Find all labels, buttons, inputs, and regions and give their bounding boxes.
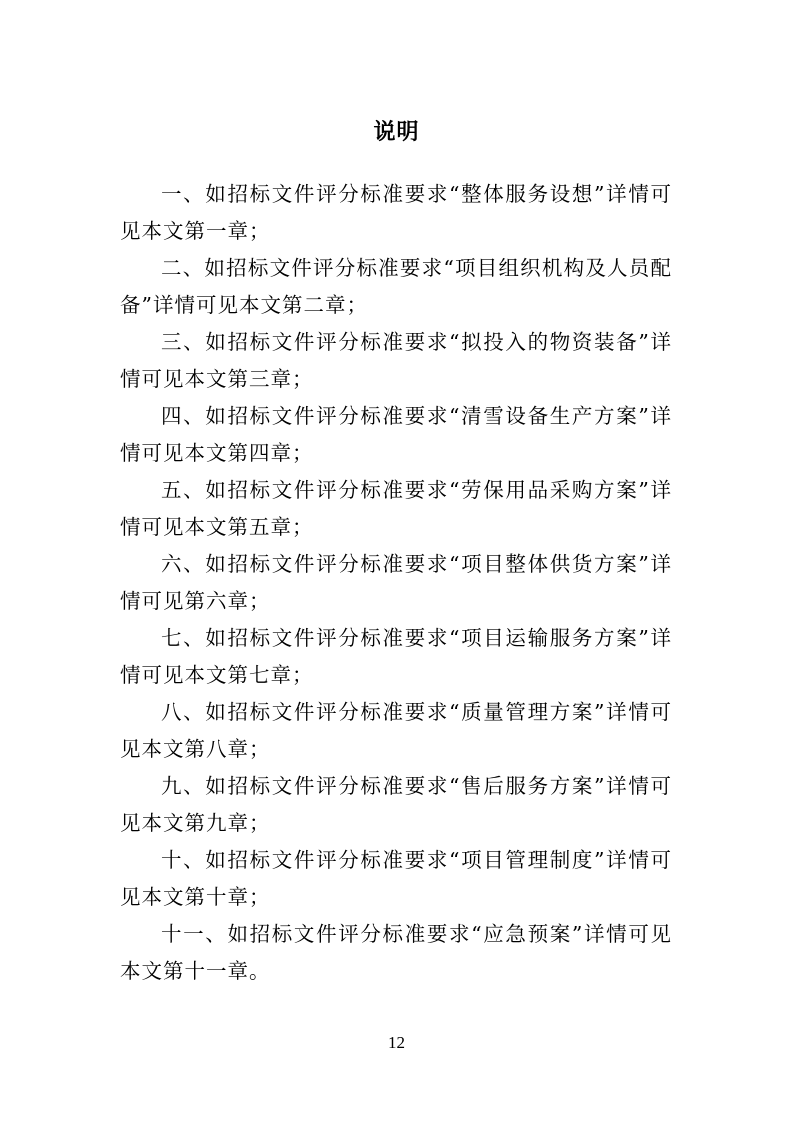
- paragraph-9: 九、如招标文件评分标准要求“售后服务方案”详情可见本文第九章；: [120, 774, 672, 835]
- paragraph-11: 十一、如招标文件评分标准要求“应急预案”详情可见本文第十一章。: [120, 922, 672, 983]
- paragraph-6: 六、如招标文件评分标准要求“项目整体供货方案”详情可见第六章；: [120, 552, 672, 613]
- paragraph-5: 五、如招标文件评分标准要求“劳保用品采购方案”详情可见本文第五章；: [120, 478, 672, 539]
- paragraph-2: 二、如招标文件评分标准要求“项目组织机构及人员配备”详情可见本文第二章；: [120, 256, 672, 317]
- paragraph-8: 八、如招标文件评分标准要求“质量管理方案”详情可见本文第八章；: [120, 700, 672, 761]
- paragraph-7: 七、如招标文件评分标准要求“项目运输服务方案”详情可见本文第七章；: [120, 626, 672, 687]
- page-number: 12: [388, 1033, 405, 1052]
- document-body: [120, 176, 672, 990]
- paragraph-4: 四、如招标文件评分标准要求“清雪设备生产方案”详情可见本文第四章；: [120, 404, 672, 465]
- paragraph-10: 十、如招标文件评分标准要求“项目管理制度”详情可见本文第十章；: [120, 848, 672, 909]
- paragraph-1: 一、如招标文件评分标准要求“整体服务设想”详情可见本文第一章；: [120, 182, 672, 243]
- page-title: 说明: [373, 119, 420, 145]
- paragraph-3: 三、如招标文件评分标准要求“拟投入的物资装备”详情可见本文第三章；: [120, 330, 672, 391]
